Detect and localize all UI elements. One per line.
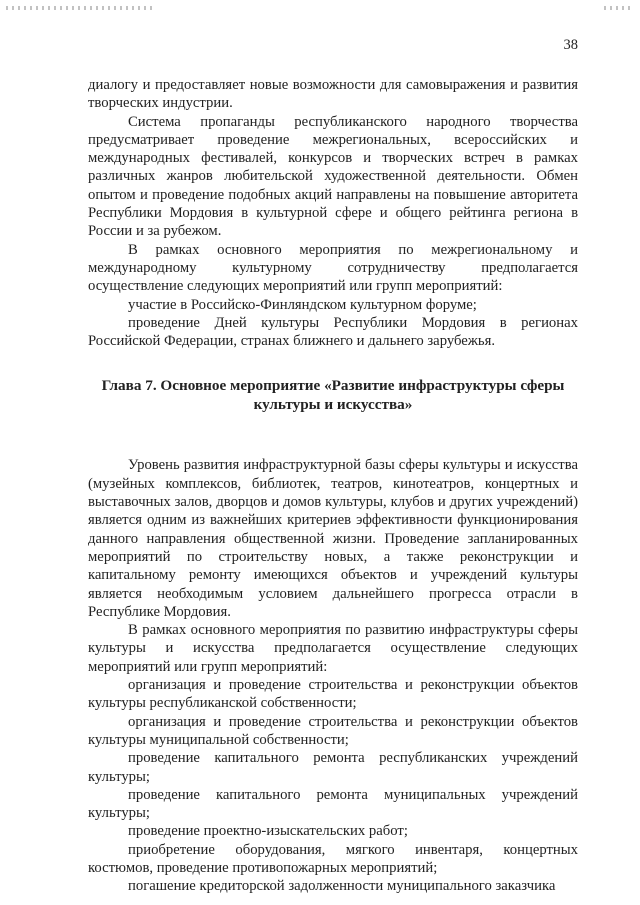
paragraph: проведение Дней культуры Республики Мордовия в регионах Российской Федерации, странах ближнего и дальнего зарубежья.: [88, 314, 578, 350]
paragraph: проведение проектно-изыскательских работ;: [128, 823, 408, 840]
scan-artifact: [6, 6, 156, 10]
paragraph: проведение капитального ремонта муниципальных учреждений культуры;: [88, 786, 578, 822]
paragraph: проведение капитального ремонта республиканских учреждений культуры;: [88, 750, 578, 785]
paragraph: Уровень развития инфраструктурной базы сферы культуры и искусства (музейных комплексов, библиотек, театров, кинотеатров, концертных и выставочных залов, дворцов и домов культуры, клубов и других учреждений) является одним из важнейших критериев эффективности функционирования данного направления общественной жизни. Проведение запланированных мероприятий по строительству новых, а также реконструкции и капитальному ремонту имеющихся объектов и учреждений культуры является необходимым условием дальнейшего прогресса отрасли в Республике Мордовия.: [88, 457, 578, 620]
chapter-heading: Глава 7. Основное мероприятие «Развитие инфраструктуры сферы культуры и искусства»: [101, 377, 565, 414]
text-block-bottom: [88, 456, 578, 895]
paragraph: Система пропаганды республиканского народного творчества предусматривает проведение межрегиональных, всероссийских и международных фестивалей, конкурсов и творческих встреч в рамках различных жанров любительской художественной деятельности. Обмен опытом и проведение подобных акций направлены на повышение авторитета Республики Мордовия в культурной сфере и общего рейтинга региона в России и за рубежом.: [88, 113, 578, 240]
document-body: [88, 76, 578, 896]
paragraph: погашение кредиторской задолженности муниципального заказчика: [128, 878, 556, 895]
paragraph: В рамках основного мероприятия по межрегиональному и международному культурному сотрудничеству предполагается осуществление следующих мероприятий или групп мероприятий:: [88, 241, 578, 295]
page-number: 38: [563, 37, 578, 53]
paragraph: диалогу и предоставляет новые возможности для самовыражения и развития творческих индустрии.: [88, 77, 578, 112]
paragraph: В рамках основного мероприятия по развитию инфраструктуры сферы культуры и искусства предполагается осуществление следующих мероприятий или групп мероприятий:: [88, 622, 578, 675]
paragraph: приобретение оборудования, мягкого инвентаря, концертных костюмов, проведение противопожарных мероприятий;: [88, 841, 578, 876]
paragraph: участие в Российско-Финляндском культурном форуме;: [128, 296, 477, 313]
scan-artifact: [604, 6, 634, 10]
text-block-top: [88, 76, 578, 350]
paragraph: организация и проведение строительства и реконструкции объектов культуры муниципальной собственности;: [88, 713, 578, 748]
paragraph: организация и проведение строительства и реконструкции объектов культуры республиканской собственности;: [88, 677, 578, 712]
